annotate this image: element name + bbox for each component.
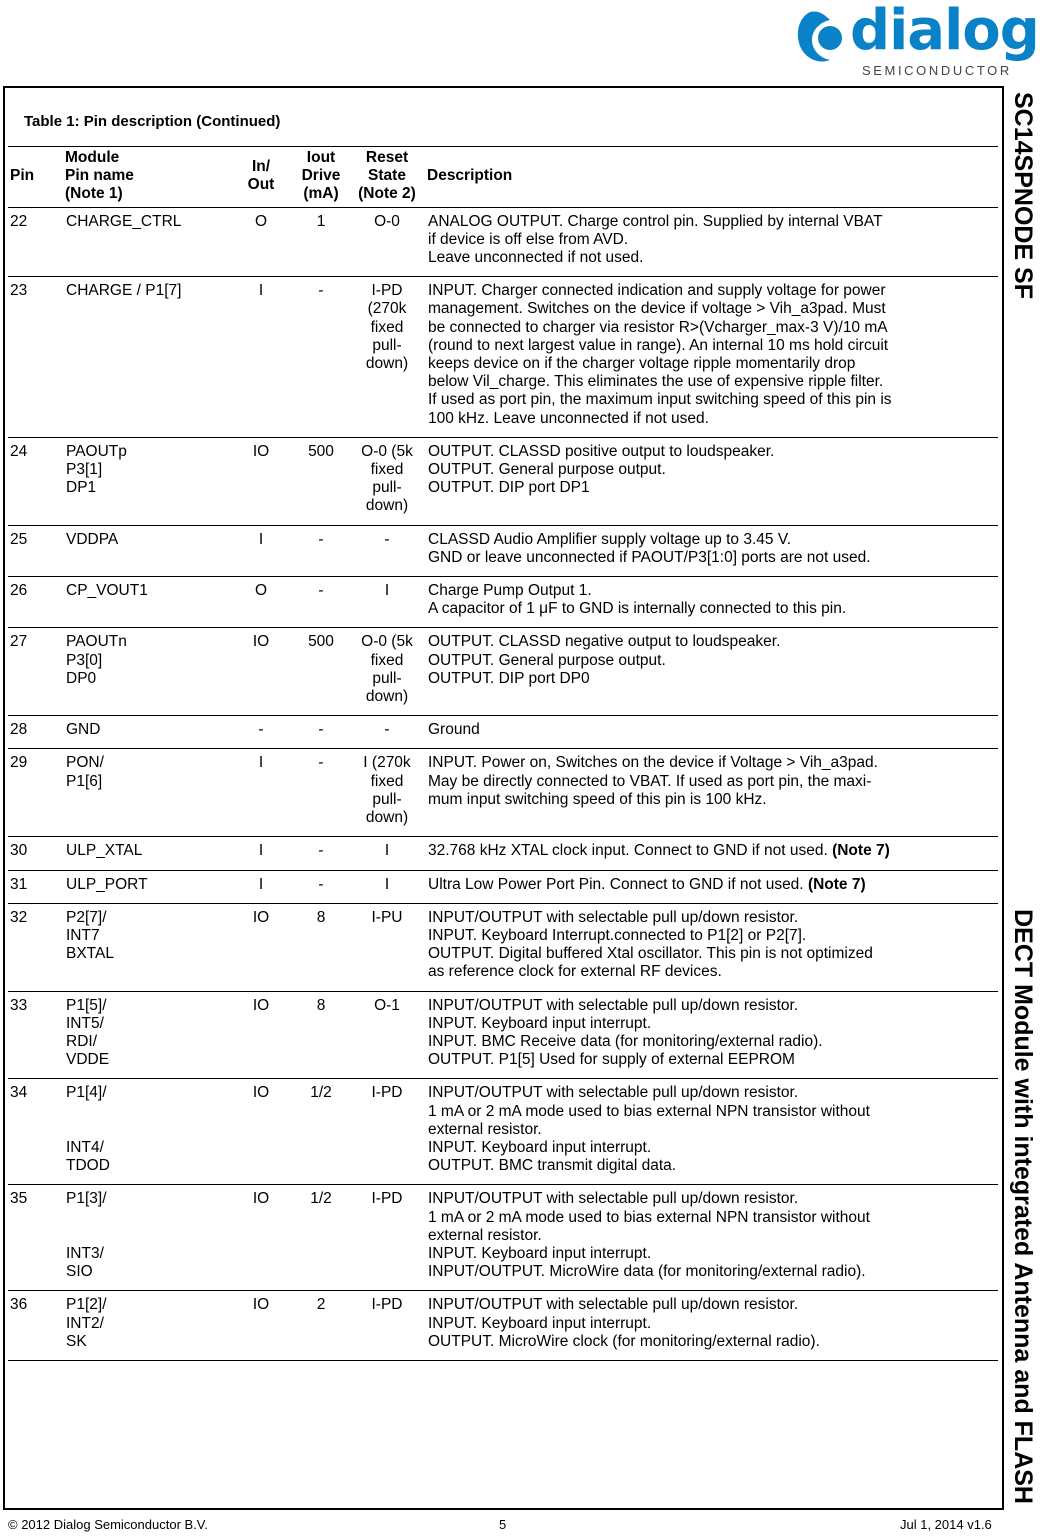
description-line [428,1296,995,1314]
cell-reset-state [349,716,425,749]
pin-name-line: BXTAL [66,945,114,963]
table-header-row [8,147,998,208]
pin-name-line: ULP_PORT [66,875,148,893]
description-line [428,1051,995,1069]
cell-description [425,837,998,870]
pin-name-line [66,1209,226,1245]
description-line [428,213,995,231]
pin-name-line: RDI/ [66,1032,97,1050]
cell-reset-state [349,437,425,525]
pin-name-line: VDDPA [66,530,119,548]
reset-state-line: - [384,530,390,548]
description-line [428,963,995,981]
cell-pin-name [63,870,229,903]
pin-name-line: P3[0] [66,651,103,669]
cell-in-out: I [229,277,293,438]
reset-state-line: I [384,875,390,893]
cell-reset-state [349,1079,425,1185]
reset-state-line: O-1 [374,996,400,1014]
description-text: INPUT. Keyboard input interrupt. [428,1138,652,1156]
description-line [428,1015,995,1033]
description-line [428,410,995,428]
table-row [8,207,998,277]
pin-name-line: INT5/ [66,1014,104,1032]
side-title-description: DECT Module with integrated Antenna and FLASH [1009,909,1037,1504]
header-description: Description [425,147,998,208]
cell-description [425,716,998,749]
cell-pin: 26 [8,577,63,628]
pin-name-line: SIO [66,1262,93,1280]
cell-description [425,1291,998,1361]
description-text: OUTPUT. DIP port DP0 [428,669,590,687]
table-row [8,1079,998,1185]
description-text: Ground [428,721,480,739]
cell-pin: 35 [8,1185,63,1291]
description-line [428,945,995,963]
cell-in-out: I [229,837,293,870]
description-line [428,1245,995,1263]
description-text: INPUT. Power on, Switches on the device if Voltage > Vih_a3pad. [428,754,878,772]
cell-description [425,903,998,991]
cell-description [425,437,998,525]
pin-name-line: INT7 [66,926,100,944]
cell-reset-state [349,1291,425,1361]
cell-in-out: IO [229,1079,293,1185]
description-line [428,721,995,739]
cell-iout-drive: - [293,277,349,438]
cell-pin-name [63,837,229,870]
footer-page-number: 5 [499,1517,507,1532]
description-line [428,909,995,927]
reset-state-line: fixed [370,318,404,336]
description-line [428,582,995,600]
table-row [8,716,998,749]
reset-state-line: pull- [372,479,402,497]
description-text: 1 mA or 2 mA mode used to bias external NPN transistor without [428,1102,870,1120]
cell-pin: 31 [8,870,63,903]
cell-iout-drive: - [293,525,349,576]
reset-state-line: I-PD [371,1084,403,1102]
cell-iout-drive: 1 [293,207,349,277]
footer-date-version: Jul 1, 2014 v1.6 [900,1517,992,1532]
cell-pin: 27 [8,628,63,716]
description-line [428,652,995,670]
cell-description [425,1079,998,1185]
description-text: INPUT/OUTPUT. MicroWire data (for monitoring/external radio). [428,1263,866,1281]
header-module-pin-name [63,147,229,208]
cell-pin: 24 [8,437,63,525]
cell-reset-state [349,837,425,870]
description-text: external resistor. [428,1226,542,1244]
cell-pin-name [63,749,229,837]
description-text: OUTPUT. General purpose output. [428,651,666,669]
table-row [8,903,998,991]
reset-state-line: fixed [370,461,404,479]
pin-name-line: P1[6] [66,772,103,790]
pin-name-line: CP_VOUT1 [66,582,148,600]
description-text: CLASSD Audio Amplifier supply voltage up to 3.45 V. [428,530,792,548]
cell-pin: 29 [8,749,63,837]
table-row [8,749,998,837]
pin-name-line [66,1103,226,1139]
cell-description [425,870,998,903]
cell-iout-drive: - [293,749,349,837]
description-line [428,531,995,549]
cell-iout-drive: 2 [293,1291,349,1361]
description-line [428,391,995,409]
description-text: 100 kHz. Leave unconnected if not used. [428,409,709,427]
description-line [428,842,995,860]
description-text: OUTPUT. DIP port DP1 [428,479,590,497]
description-line [428,1139,995,1157]
reset-state-line: pull- [372,790,402,808]
cell-pin: 30 [8,837,63,870]
note-reference: (Note 7) [832,842,890,860]
description-line [428,754,995,772]
header-line: Drive [301,167,341,185]
reset-state-line: (270k [367,300,407,318]
description-line [428,461,995,479]
description-text: If used as port pin, the maximum input switching speed of this pin is [428,391,892,409]
cell-iout-drive: - [293,577,349,628]
description-text: OUTPUT. CLASSD negative output to loudspeaker. [428,633,781,651]
description-line [428,337,995,355]
reset-state-line: I [384,582,390,600]
cell-in-out: O [229,577,293,628]
description-text: May be directly connected to VBAT. If used as port pin, the maxi- [428,772,872,790]
reset-state-line: I-PD [371,1296,403,1314]
cell-pin-name [63,437,229,525]
cell-reset-state [349,577,425,628]
cell-pin: 23 [8,277,63,438]
description-line [428,600,995,618]
cell-in-out: IO [229,1291,293,1361]
description-text: Charge Pump Output 1. [428,582,592,600]
cell-description [425,207,998,277]
description-line [428,249,995,267]
cell-description [425,577,998,628]
pin-name-line: PON/ [66,754,104,772]
pin-name-line: INT3/ [66,1244,104,1262]
cell-iout-drive: - [293,837,349,870]
header-reset-state [349,147,425,208]
table-row [8,577,998,628]
cell-pin-name [63,903,229,991]
description-text: 1 mA or 2 mA mode used to bias external NPN transistor without [428,1208,870,1226]
description-text: INPUT/OUTPUT with selectable pull up/down resistor. [428,908,799,926]
description-line [428,282,995,300]
side-title [1006,86,1040,1510]
table-row [8,277,998,438]
description-text: A capacitor of 1 μF to GND is internally connected to this pin. [428,600,847,618]
description-text: external resistor. [428,1120,542,1138]
pin-name-line: P1[2]/ [66,1296,107,1314]
description-text: below Vil_charge. This eliminates the use of expensive ripple filter. [428,373,884,391]
header-line: In/ [251,158,271,176]
description-text: OUTPUT. General purpose output. [428,461,666,479]
description-line [428,1157,995,1175]
reset-state-line: I-PD [371,282,403,300]
cell-reset-state [349,525,425,576]
pin-name-line: CHARGE / P1[7] [66,282,182,300]
description-text: INPUT. Keyboard input interrupt. [428,1244,652,1262]
pin-name-line: ULP_XTAL [66,842,143,860]
description-text: Leave unconnected if not used. [428,249,644,267]
description-line [428,1315,995,1333]
description-line [428,1263,995,1281]
cell-iout-drive: 1/2 [293,1079,349,1185]
description-text: INPUT/OUTPUT with selectable pull up/down resistor. [428,996,799,1014]
description-line [428,300,995,318]
pin-name-line: PAOUTp [66,442,127,460]
cell-in-out: I [229,749,293,837]
description-line [428,1103,995,1121]
description-line [428,773,995,791]
cell-pin-name [63,991,229,1079]
header-pin: Pin [8,147,63,208]
cell-description [425,628,998,716]
cell-description [425,991,998,1079]
cell-pin-name [63,1185,229,1291]
cell-in-out: IO [229,437,293,525]
pin-name-line: P2[7]/ [66,908,107,926]
cell-iout-drive: 500 [293,628,349,716]
description-text: as reference clock for external RF devices. [428,963,722,981]
description-text: GND or leave unconnected if PAOUT/P3[1:0] ports are not used. [428,548,871,566]
description-line [428,670,995,688]
cell-reset-state [349,749,425,837]
cell-reset-state [349,991,425,1079]
cell-reset-state [349,870,425,903]
pin-name-line: SK [66,1332,87,1350]
cell-iout-drive: 8 [293,903,349,991]
header-line: Module [65,149,120,166]
table-row [8,991,998,1079]
description-text: OUTPUT. MicroWire clock (for monitoring/external radio). [428,1332,820,1350]
cell-iout-drive: - [293,716,349,749]
pin-name-line: DP1 [66,479,97,497]
reset-state-line: I-PU [371,908,403,926]
reset-state-line: down) [365,688,409,706]
side-title-product: SC14SPNODE SF [1009,92,1037,300]
pin-name-line: CHARGE_CTRL [66,212,182,230]
header-line: Iout [306,149,336,166]
description-text: OUTPUT. Digital buffered Xtal oscillator. This pin is not optimized [428,945,873,963]
description-line [428,373,995,391]
reset-state-line: I (270k [363,754,411,772]
description-line [428,549,995,567]
cell-description [425,749,998,837]
cell-pin: 32 [8,903,63,991]
reset-state-line: I [384,842,390,860]
description-text: INPUT/OUTPUT with selectable pull up/down resistor. [428,1296,799,1314]
table-row [8,437,998,525]
pin-name-line: VDDE [66,1051,110,1069]
cell-description [425,1185,998,1291]
description-line [428,231,995,249]
cell-pin-name [63,207,229,277]
cell-pin: 25 [8,525,63,576]
description-text: OUTPUT. BMC transmit digital data. [428,1157,677,1175]
description-text: keeps device on if the charger voltage ripple momentarily drop [428,355,856,373]
cell-reset-state [349,903,425,991]
table-body [8,207,998,1360]
header-line: (Note 1) [65,185,123,203]
description-text: if device is off else from AVD. [428,230,629,248]
pin-name-line: INT4/ [66,1138,104,1156]
table-row [8,1185,998,1291]
pin-name-line: PAOUTn [66,633,127,651]
cell-pin: 34 [8,1079,63,1185]
cell-pin-name [63,1079,229,1185]
cell-in-out: IO [229,628,293,716]
description-text: ANALOG OUTPUT. Charge control pin. Supplied by internal VBAT [428,212,883,230]
cell-pin: 22 [8,207,63,277]
cell-pin: 33 [8,991,63,1079]
table-row [8,628,998,716]
description-line [428,1190,995,1208]
description-text: INPUT. Keyboard input interrupt. [428,1014,652,1032]
pin-description-table [8,146,998,1361]
header-line: Pin name [65,167,134,185]
reset-state-line: fixed [370,651,404,669]
cell-reset-state [349,207,425,277]
description-text: OUTPUT. P1[5] Used for supply of external EEPROM [428,1051,795,1069]
pin-name-line: P1[5]/ [66,996,107,1014]
description-line [428,927,995,945]
note-reference: (Note 7) [807,875,866,893]
description-text: INPUT/OUTPUT with selectable pull up/down resistor. [428,1190,799,1208]
cell-in-out: IO [229,903,293,991]
cell-in-out: I [229,525,293,576]
cell-reset-state [349,628,425,716]
pin-name-line: P3[1] [66,461,103,479]
description-text: INPUT. Keyboard Interrupt.connected to P1[2] or P2[7]. [428,926,807,944]
cell-description [425,277,998,438]
reset-state-line: fixed [370,772,404,790]
cell-in-out: IO [229,1185,293,1291]
pin-name-line: DP0 [66,669,97,687]
header-line: (Note 2) [358,185,416,203]
reset-state-line: O-0 (5k [361,442,413,460]
cell-iout-drive: 500 [293,437,349,525]
description-line [428,791,995,809]
cell-in-out: IO [229,991,293,1079]
reset-state-line: pull- [372,336,402,354]
cell-pin-name [63,277,229,438]
cell-in-out: I [229,870,293,903]
description-text: be connected to charger via resistor R>(Vcharger_max-3 V)/10 mA [428,318,888,336]
pin-name-line: P1[3]/ [66,1190,107,1208]
cell-pin-name [63,577,229,628]
description-text: mum input switching speed of this pin is 100 kHz. [428,790,767,808]
pin-name-line: P1[4]/ [66,1084,107,1102]
description-line [428,1227,995,1245]
description-text: INPUT. Charger connected indication and supply voltage for power [428,282,886,300]
table-row [8,870,998,903]
description-line [428,1084,995,1102]
description-line [428,443,995,461]
footer-copyright: © 2012 Dialog Semiconductor B.V. [8,1517,208,1532]
description-line [428,997,995,1015]
table-title: Table 1: Pin description (Continued) [24,113,281,130]
cell-in-out: - [229,716,293,749]
cell-iout-drive: 1/2 [293,1185,349,1291]
header-line: Out [247,176,275,194]
description-text: OUTPUT. CLASSD positive output to loudspeaker. [428,442,775,460]
cell-description [425,525,998,576]
cell-pin-name [63,525,229,576]
header-line: (mA) [303,185,339,203]
cell-reset-state [349,277,425,438]
description-text: 32.768 kHz XTAL clock input. Connect to GND if not used. [428,842,828,860]
pin-name-line: GND [66,721,101,739]
description-line [428,355,995,373]
cell-pin-name [63,716,229,749]
reset-state-line: down) [365,355,409,373]
description-text: (round to next largest value in range). An internal 10 ms hold circuit [428,336,889,354]
logo-subtitle: SEMICONDUCTOR [862,63,1012,78]
pin-name-line: INT2/ [66,1314,104,1332]
table-row [8,1291,998,1361]
table-row [8,525,998,576]
reset-state-line: I-PD [371,1190,403,1208]
logo-wordmark: dialog [850,0,1039,63]
cell-iout-drive: - [293,870,349,903]
header-in-out [229,147,293,208]
description-text: Ultra Low Power Port Pin. Connect to GND if not used. [428,875,804,893]
cell-iout-drive: 8 [293,991,349,1079]
table-row [8,837,998,870]
description-line [428,1333,995,1351]
description-line [428,1209,995,1227]
cell-pin-name [63,1291,229,1361]
description-text: INPUT/OUTPUT with selectable pull up/down resistor. [428,1084,799,1102]
description-line [428,479,995,497]
dialog-logo-icon [790,8,852,68]
reset-state-line: O-0 (5k [361,633,413,651]
header-line: State [368,167,406,185]
reset-state-line: - [384,721,390,739]
cell-reset-state [349,1185,425,1291]
pin-name-line: TDOD [66,1156,110,1174]
cell-pin: 28 [8,716,63,749]
cell-pin: 36 [8,1291,63,1361]
cell-in-out: O [229,207,293,277]
description-text: management. Switches on the device if voltage > Vih_a3pad. Must [428,300,886,318]
cell-pin-name [63,628,229,716]
description-line [428,1033,995,1051]
reset-state-line: down) [365,809,409,827]
description-text: INPUT. BMC Receive data (for monitoring/external radio). [428,1032,823,1050]
reset-state-line: O-0 [374,212,400,230]
description-line [428,633,995,651]
reset-state-line: down) [365,497,409,515]
description-text: INPUT. Keyboard input interrupt. [428,1314,652,1332]
header-iout-drive [293,147,349,208]
description-line [428,876,995,894]
dialog-logo [790,0,1039,78]
description-line [428,319,995,337]
description-line [428,1121,995,1139]
header-line: Reset [365,149,409,166]
reset-state-line: pull- [372,669,402,687]
